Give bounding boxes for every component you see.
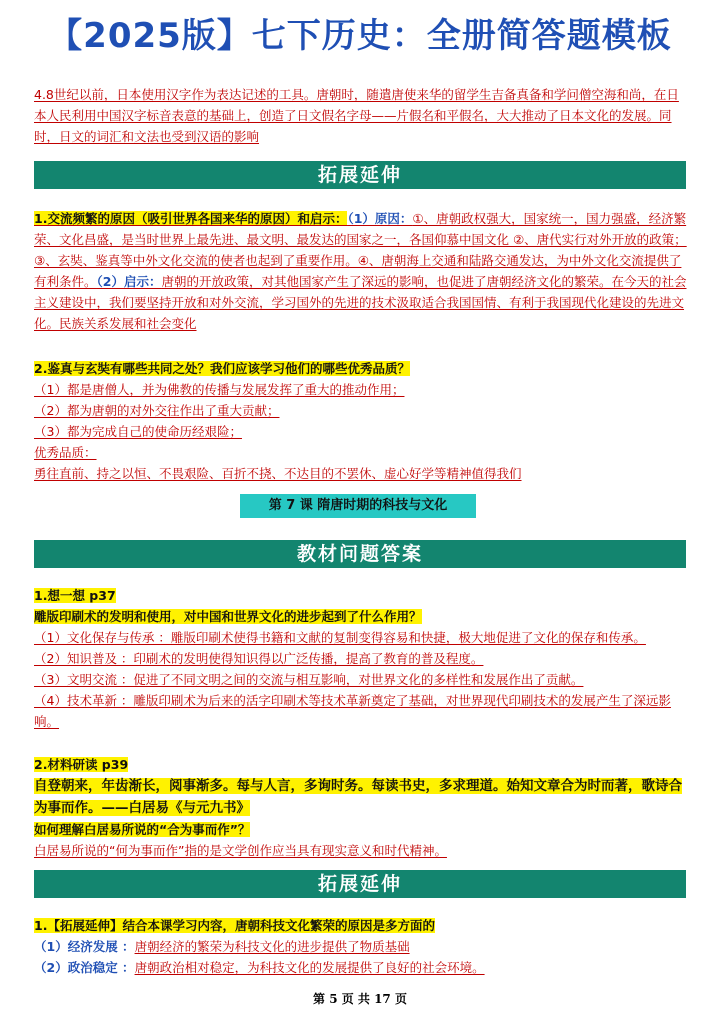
- q2-block: [34, 358, 688, 484]
- page-footer: 第 5 页 共 17 页: [313, 992, 407, 1006]
- ext2-item-label: （1）经济发展 ：: [34, 939, 135, 954]
- q1-block: [34, 208, 688, 334]
- q1-reason-label: （1）原因：: [347, 211, 413, 226]
- tb-q1-block: [34, 585, 688, 732]
- section-header-extension-2: 拓展延伸: [34, 870, 686, 898]
- tb-q1-line: （4）技术革新 ：雕版印刷术为后来的活字印刷术等技术革新奠定了基础，对世界现代印刷技术的发展产生了深远影响。: [34, 693, 671, 729]
- tb-q1-line: （3）文明交流 ：促进了不同文明之间的交流与相互影响，对世界文化的多样性和发展作出了贡献。: [34, 672, 584, 687]
- tb-q2-block: [34, 754, 688, 861]
- ext2-item-label: （2）政治稳定 ：: [34, 960, 135, 975]
- ext2-q1-block: [34, 915, 688, 978]
- q2-line: （3）都为完成自己的使命历经艰险；: [34, 424, 242, 439]
- q1-question: 1.交流频繁的原因（吸引世界各国来华的原因）和启示：: [34, 211, 348, 226]
- tb-q2-label: 2.材料研读 p39: [34, 757, 129, 772]
- tb-q1-question: 雕版印刷术的发明和使用，对中国和世界文化的进步起到了什么作用？: [34, 609, 422, 624]
- tb-q1-line: （2）知识普及 ：印刷术的发明使得知识得以广泛传播，提高了教育的普及程度。: [34, 651, 484, 666]
- q2-line: （2）都为唐朝的对外交往作出了重大贡献；: [34, 403, 280, 418]
- lesson-title: 第 7 课 隋唐时期的科技与文化: [240, 494, 476, 518]
- tb-q2-answer: 白居易所说的“何为事而作”指的是文学创作应当具有现实意义和时代精神。: [34, 843, 447, 858]
- tb-q1-label: 1.想一想 p37: [34, 588, 116, 603]
- section-header-extension-1: 拓展延伸: [34, 161, 686, 189]
- intro-paragraph: 4.8世纪以前，日本使用汉字作为表达记述的工具。唐朝时，随遣唐使来华的留学生吉备真备和学问僧空海和尚，在日本人民利用中国汉字标音表意的基础上，创造了日文假名字母——片假名和平假名，大大推动了日本文化的发展。同时，日文的词汇和文法也受到汉语的影响: [34, 87, 679, 144]
- ext2-item-text: 唐朝经济的繁荣为科技文化的进步提供了物质基础: [134, 939, 410, 954]
- q2-line: 优秀品质：: [34, 445, 97, 460]
- q2-line: 勇往直前、持之以恒、不畏艰险、百折不挠、不达目的不罢休、虚心好学等精神值得我们: [34, 466, 522, 481]
- q2-question: 2.鉴真与玄奘有哪些共同之处？我们应该学习他们的哪些优秀品质？: [34, 361, 410, 376]
- tb-q1-line: （1）文化保存与传承 ：雕版印刷术使得书籍和文献的复制变得容易和快捷，极大地促进了文化的保存和传承。: [34, 630, 646, 645]
- ext2-item-text: 唐朝政治相对稳定，为科技文化的发展提供了良好的社会环境。: [134, 960, 485, 975]
- page-title: 【2025版】七下历史：全册简答题模板: [48, 16, 672, 56]
- q1-insight-text: 唐朝的开放政策，对其他国家产生了深远的影响，也促进了唐朝经济文化的繁荣。在今天的社会主义建设中，我们要坚持开放和对外交流，学习国外的先进的技术汲取适合我国国情、有利于我国现代化建设的先进文化。民族关系发展和社会变化: [34, 274, 687, 331]
- q1-reason-text: ①、唐朝政权强大，国家统一，国力强盛，经济繁荣、文化昌盛，是当时世界上最先进、最文明、最发达的国家之一，各国仰慕中国文化 ②、唐代实行对外开放的政策；③、玄奘、鉴真等中外文化交流的使者也起到了重要作用。④、唐朝海上交通和陆路交通发达，为中外文化交流提供了有利条件。: [34, 211, 687, 289]
- tb-q2-material: 自登朝来，年齿渐长，阅事渐多。每与人言，多询时务。每读书史，多求理道。始知文章合为时而著，歌诗合为事而作。——白居易《与元九书》: [34, 778, 682, 816]
- section-header-textbook: 教材问题答案: [34, 540, 686, 568]
- q2-line: （1）都是唐僧人，并为佛教的传播与发展发挥了重大的推动作用；: [34, 382, 405, 397]
- q1-insight-label: （2）启示：: [96, 274, 162, 289]
- ext2-q1-question: 1.【拓展延伸】结合本课学习内容，唐朝科技文化繁荣的原因是多方面的: [34, 918, 435, 933]
- tb-q2-question: 如何理解白居易所说的“合为事而作”？: [34, 822, 251, 837]
